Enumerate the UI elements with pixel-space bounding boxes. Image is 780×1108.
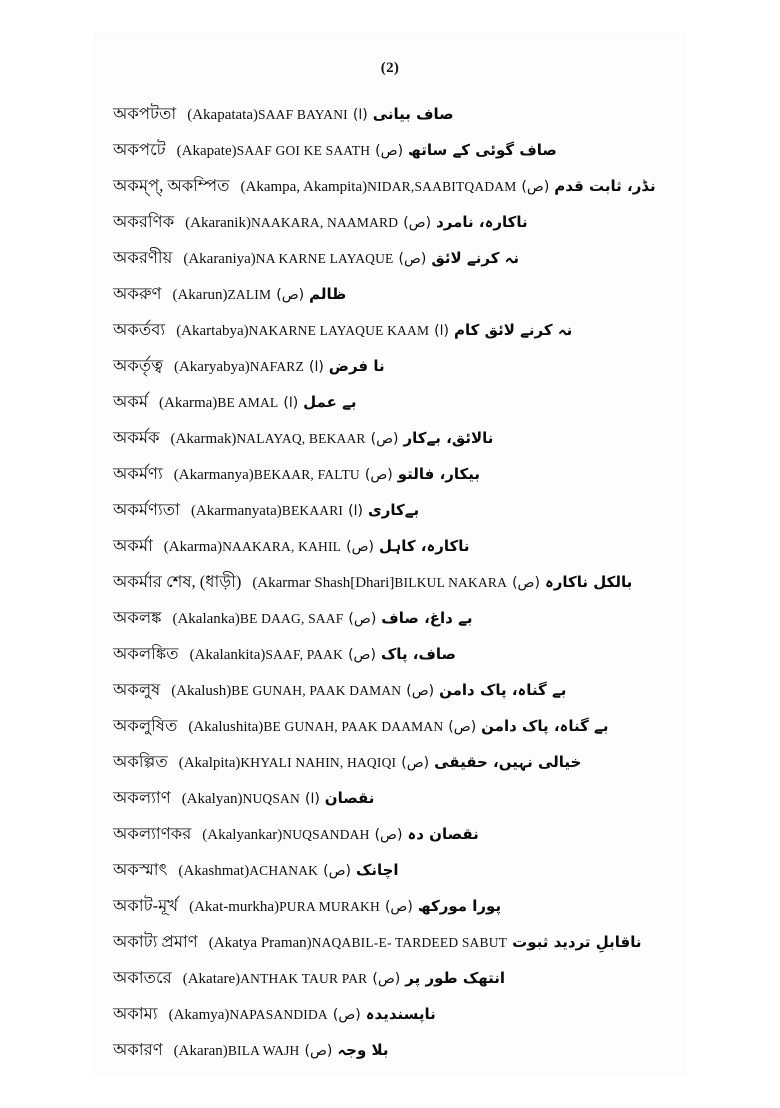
dictionary-entry — [95, 312, 685, 348]
entry-romanization: (Akapate) — [176, 143, 237, 159]
entry-gloss: BE GUNAH, PAAK DAMAN — [231, 683, 402, 698]
scanned-page-sheet — [95, 34, 685, 1073]
entry-gloss: NIDAR,SAABITQADAM — [367, 179, 517, 194]
dictionary-entry — [95, 96, 685, 132]
entry-part-of-speech-marker: (ا) — [434, 323, 449, 339]
page-number: (2) — [380, 60, 400, 76]
entry-urdu-translation: ناقابلِ تردید ثبوت — [512, 933, 642, 951]
entry-headword-bengali: অকর্মার শেষ, (ধাড়ী) — [113, 572, 242, 591]
entry-romanization: (Akamya) — [168, 1007, 230, 1023]
entry-headword-bengali: অকাট-মূর্খ — [113, 896, 179, 915]
entry-romanization: (Akarun) — [172, 287, 228, 303]
entry-part-of-speech-marker: (ا) — [304, 791, 320, 807]
entry-urdu-translation: پورا مورکھ — [417, 897, 502, 915]
dictionary-entry — [95, 528, 685, 564]
entry-headword-bengali: অকল্পিত — [113, 752, 168, 771]
entry-urdu-translation: اچانک — [356, 861, 399, 879]
entry-headword-bengali: অকর্মণ্যতা — [113, 500, 180, 519]
entry-romanization: (Akaranik) — [185, 215, 251, 231]
entry-headword-bengali: অকস্মাৎ — [113, 860, 168, 879]
entry-romanization: (Akarmanya) — [173, 467, 254, 483]
entry-headword-bengali: অকলুষ — [113, 680, 161, 699]
entry-part-of-speech-marker: (ص) — [346, 539, 375, 555]
entry-part-of-speech-marker: (ص) — [348, 611, 377, 627]
entry-romanization: (Akapatata) — [187, 107, 258, 123]
entry-urdu-translation: نہ کرنے لائق کام — [454, 321, 573, 339]
entry-part-of-speech-marker: (ص) — [332, 1007, 361, 1023]
dictionary-entry — [95, 384, 685, 420]
entry-part-of-speech-marker: (ص) — [348, 647, 376, 663]
entry-gloss: NUQSANDAH — [282, 827, 370, 842]
entry-part-of-speech-marker: (ص) — [323, 863, 351, 879]
entry-urdu-translation: بیکار، فالتو — [397, 465, 481, 483]
entry-romanization: (Akartabya) — [176, 323, 249, 339]
dictionary-entry-list — [95, 96, 685, 1068]
entry-gloss: NAPASANDIDA — [229, 1007, 328, 1022]
entry-part-of-speech-marker: (ص) — [448, 719, 477, 735]
entry-gloss: NAAKARA, NAAMARD — [250, 215, 399, 230]
entry-romanization: (Akat-murkha) — [189, 899, 280, 915]
entry-part-of-speech-marker: (ص) — [375, 143, 404, 159]
entry-urdu-translation: نڈر، ثابت قدم — [554, 177, 656, 195]
entry-urdu-translation: انتھک طور پر — [405, 969, 505, 987]
entry-part-of-speech-marker: (ا) — [283, 395, 299, 411]
entry-romanization: (Akalanka) — [172, 611, 240, 627]
entry-gloss: NAAKARA, KAHIL — [222, 539, 342, 554]
dictionary-entry — [95, 1032, 685, 1068]
dictionary-entry — [95, 564, 685, 600]
entry-headword-bengali: অকর্ম — [113, 392, 148, 411]
entry-gloss: NAFARZ — [249, 359, 304, 374]
entry-gloss: SAAF, PAAK — [265, 647, 344, 662]
entry-part-of-speech-marker: (ص) — [372, 971, 401, 987]
entry-urdu-translation: صاف، پاک — [380, 645, 457, 663]
entry-urdu-translation: صاف گوئی کے ساتھ — [408, 141, 557, 159]
entry-romanization: (Akatya Praman) — [208, 935, 312, 951]
entry-part-of-speech-marker: (ص) — [364, 467, 393, 483]
entry-gloss: PURA MURAKH — [279, 899, 380, 914]
entry-gloss: ACHANAK — [249, 863, 319, 878]
entry-headword-bengali: অকলুষিত — [113, 716, 178, 735]
entry-romanization: (Akarmar Shash[Dhari] — [252, 575, 395, 591]
entry-headword-bengali: অকর্মক — [113, 428, 160, 447]
dictionary-entry — [95, 816, 685, 852]
entry-romanization: (Akalushita) — [188, 719, 264, 735]
dictionary-entry — [95, 744, 685, 780]
entry-headword-bengali: অকরুণ — [113, 284, 162, 303]
entry-romanization: (Akalankita) — [189, 647, 266, 663]
entry-romanization: (Akaraniya) — [183, 251, 256, 267]
entry-romanization: (Akalpita) — [178, 755, 241, 771]
entry-urdu-translation: بالکل ناکارہ — [544, 573, 633, 591]
dictionary-entry — [95, 708, 685, 744]
entry-gloss: BE GUNAH, PAAK DAAMAN — [263, 719, 444, 734]
dictionary-entry — [95, 888, 685, 924]
entry-headword-bengali: অকাম্য — [113, 1004, 158, 1023]
entry-urdu-translation: صاف بیانی — [372, 105, 454, 123]
entry-part-of-speech-marker: (ص) — [398, 251, 427, 267]
entry-gloss: BEKAAR, FALTU — [253, 467, 360, 482]
dictionary-entry — [95, 168, 685, 204]
entry-headword-bengali: অকম্প্, অকম্পিত — [113, 176, 230, 195]
dictionary-entry — [95, 600, 685, 636]
dictionary-entry — [95, 240, 685, 276]
entry-urdu-translation: بےکاری — [367, 501, 420, 519]
entry-part-of-speech-marker: (ص) — [403, 215, 432, 231]
dictionary-entry — [95, 348, 685, 384]
entry-romanization: (Akalyankar) — [202, 827, 283, 843]
entry-gloss: ZALIM — [227, 287, 272, 302]
entry-headword-bengali: অকাতরে — [113, 968, 172, 987]
entry-romanization: (Akalush) — [171, 683, 232, 699]
entry-romanization: (Akaran) — [173, 1043, 228, 1059]
entry-headword-bengali: অকপটে — [113, 140, 166, 159]
entry-gloss: ANTHAK TAUR PAR — [240, 971, 368, 986]
entry-headword-bengali: অকরণীয় — [113, 248, 173, 267]
entry-urdu-translation: خیالی نہیں، حقیقی — [434, 753, 582, 771]
entry-headword-bengali: অকল্যাণ — [113, 788, 171, 807]
entry-headword-bengali: অকর্মণ্য — [113, 464, 163, 483]
entry-urdu-translation: نہ کرنے لائق — [431, 249, 520, 267]
entry-gloss: BILKUL NAKARA — [394, 575, 508, 590]
dictionary-entry — [95, 852, 685, 888]
dictionary-entry — [95, 456, 685, 492]
entry-gloss: NAQABIL-E- TARDEED SABUT — [311, 935, 508, 950]
dictionary-entry — [95, 132, 685, 168]
entry-headword-bengali: অকপটতা — [113, 104, 177, 123]
entry-part-of-speech-marker: (ا) — [308, 359, 324, 375]
dictionary-entry — [95, 276, 685, 312]
entry-romanization: (Akaryabya) — [173, 359, 250, 375]
entry-urdu-translation: ناکارہ، کاہل — [379, 537, 470, 555]
dictionary-entry — [95, 672, 685, 708]
entry-headword-bengali: অকর্তৃত্ব — [113, 356, 163, 375]
entry-gloss: SAAF BAYANI — [258, 107, 348, 122]
entry-gloss: NALAYAQ, BEKAAR — [236, 431, 366, 446]
entry-part-of-speech-marker: (ص) — [401, 755, 430, 771]
dictionary-entry — [95, 780, 685, 816]
dictionary-entry — [95, 204, 685, 240]
entry-gloss: BE AMAL — [217, 395, 279, 410]
entry-romanization: (Akarmanyata) — [190, 503, 282, 519]
entry-gloss: SAAF GOI KE SAATH — [236, 143, 371, 158]
entry-headword-bengali: অকলঙ্কিত — [113, 644, 179, 663]
entry-gloss: BILA WAJH — [227, 1043, 300, 1058]
entry-part-of-speech-marker: (ص) — [406, 683, 435, 699]
entry-part-of-speech-marker: (ا) — [352, 107, 368, 123]
entry-urdu-translation: بے گناہ، پاک دامن — [481, 717, 609, 735]
entry-urdu-translation: نقصان — [324, 789, 375, 807]
entry-part-of-speech-marker: (ص) — [512, 575, 540, 591]
entry-headword-bengali: অকর্তব্য — [113, 320, 166, 339]
entry-headword-bengali: অকলঙ্ক — [113, 608, 162, 627]
dictionary-entry — [95, 996, 685, 1032]
entry-headword-bengali: অকারণ — [113, 1040, 163, 1059]
entry-urdu-translation: نا فرض — [328, 357, 385, 375]
entry-gloss: NAKARNE LAYAQUE KAAM — [248, 323, 430, 338]
entry-urdu-translation: بلا وجہ — [337, 1041, 389, 1059]
dictionary-entry — [95, 420, 685, 456]
entry-headword-bengali: অকর্মা — [113, 536, 153, 555]
entry-romanization: (Akashmat) — [178, 863, 250, 879]
entry-urdu-translation: ناکارہ، نامرد — [436, 213, 528, 231]
entry-urdu-translation: بے عمل — [303, 393, 357, 411]
entry-gloss: BE DAAG, SAAF — [239, 611, 344, 626]
entry-romanization: (Akampa, Akampita) — [240, 179, 368, 195]
entry-romanization: (Akatare) — [182, 971, 241, 987]
dictionary-entry — [95, 924, 685, 960]
entry-part-of-speech-marker: (ص) — [304, 1043, 333, 1059]
entry-part-of-speech-marker: (ص) — [384, 899, 413, 915]
entry-gloss: NUQSAN — [242, 791, 300, 806]
entry-part-of-speech-marker: (ص) — [276, 287, 305, 303]
entry-urdu-translation: ناپسندیدہ — [365, 1005, 436, 1023]
entry-headword-bengali: অকল্যাণকর — [113, 824, 192, 843]
entry-romanization: (Akalyan) — [181, 791, 243, 807]
entry-urdu-translation: بے داغ، صاف — [381, 609, 473, 627]
entry-part-of-speech-marker: (ص) — [521, 179, 550, 195]
entry-gloss: NA KARNE LAYAQUE — [255, 251, 394, 266]
entry-romanization: (Akarma) — [159, 395, 218, 411]
entry-romanization: (Akarmak) — [170, 431, 237, 447]
dictionary-entry — [95, 636, 685, 672]
entry-part-of-speech-marker: (ص) — [370, 431, 399, 447]
entry-headword-bengali: অকাট্য প্রমাণ — [113, 932, 198, 951]
entry-gloss: KHYALI NAHIN, HAQIQI — [240, 755, 397, 770]
entry-gloss: BEKAARI — [281, 503, 344, 518]
entry-romanization: (Akarma) — [163, 539, 223, 555]
entry-urdu-translation: نالائق، بےکار — [403, 429, 494, 447]
dictionary-entry — [95, 960, 685, 996]
dictionary-entry — [95, 492, 685, 528]
entry-part-of-speech-marker: (ص) — [374, 827, 403, 843]
entry-urdu-translation: ظالم — [309, 285, 347, 303]
entry-urdu-translation: نقصان دہ — [407, 825, 479, 843]
entry-headword-bengali: অকরণিক — [113, 212, 175, 231]
entry-urdu-translation: بے گناہ، پاک دامن — [439, 681, 567, 699]
entry-part-of-speech-marker: (ا) — [348, 503, 363, 519]
